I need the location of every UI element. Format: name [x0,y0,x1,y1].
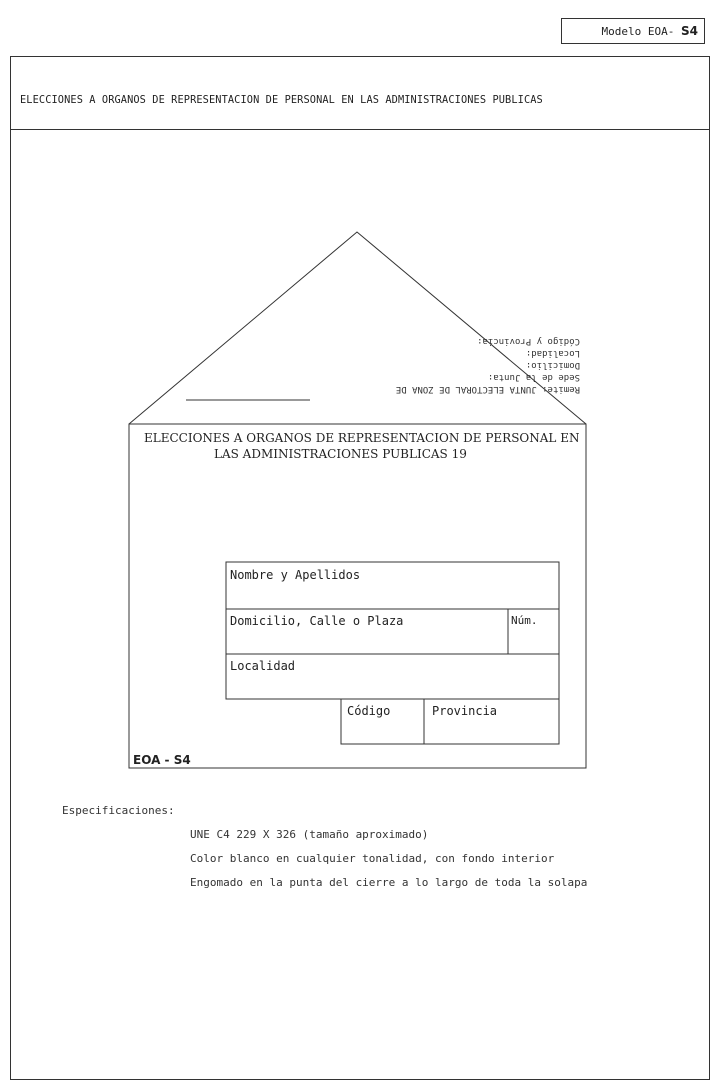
number-field-label: Núm. [511,614,538,627]
address-field-label: Domicilio, Calle o Plaza [230,614,404,628]
spec-item-color: Color blanco en cualquier tonalidad, con fondo interior [190,852,555,865]
postal-code-field-label: Código [347,704,391,718]
flap-line-sender: Remite: JUNTA ELECTORAL DE ZONA DE [395,384,580,394]
envelope-flap [129,232,586,424]
envelope-code: EOA - S4 [133,753,191,767]
flap-line-postal: Código y Provincia: [477,336,580,346]
flap-line-address: Domicilio: [525,360,580,370]
province-field-label: Provincia [432,704,498,718]
name-field-label: Nombre y Apellidos [230,568,361,582]
address-box [226,562,559,699]
spec-item-gum: Engomado en la punta del cierre a lo largo de toda la solapa [190,876,588,889]
model-label-code: S4 [681,24,698,38]
flap-return-address [300,335,580,395]
flap-line-seat: Sede de la Junta: [487,372,580,382]
specs-heading: Especificaciones: [62,804,175,817]
model-label-prefix: Modelo EOA- [601,25,675,38]
envelope-title-line1: ELECCIONES A ORGANOS DE REPRESENTACION DE PERSONAL EN [144,431,580,445]
locality-field-label: Localidad [230,659,296,673]
envelope-title-line2: LAS ADMINISTRACIONES PUBLICAS 19 [214,447,467,461]
spec-item-size: UNE C4 229 X 326 (tamaño aproximado) [190,828,429,841]
flap-line-locality: Localidad: [525,348,580,358]
document-header-title: ELECCIONES A ORGANOS DE REPRESENTACION DE PERSONAL EN LAS ADMINISTRACIONES PUBLICAS [20,94,543,106]
